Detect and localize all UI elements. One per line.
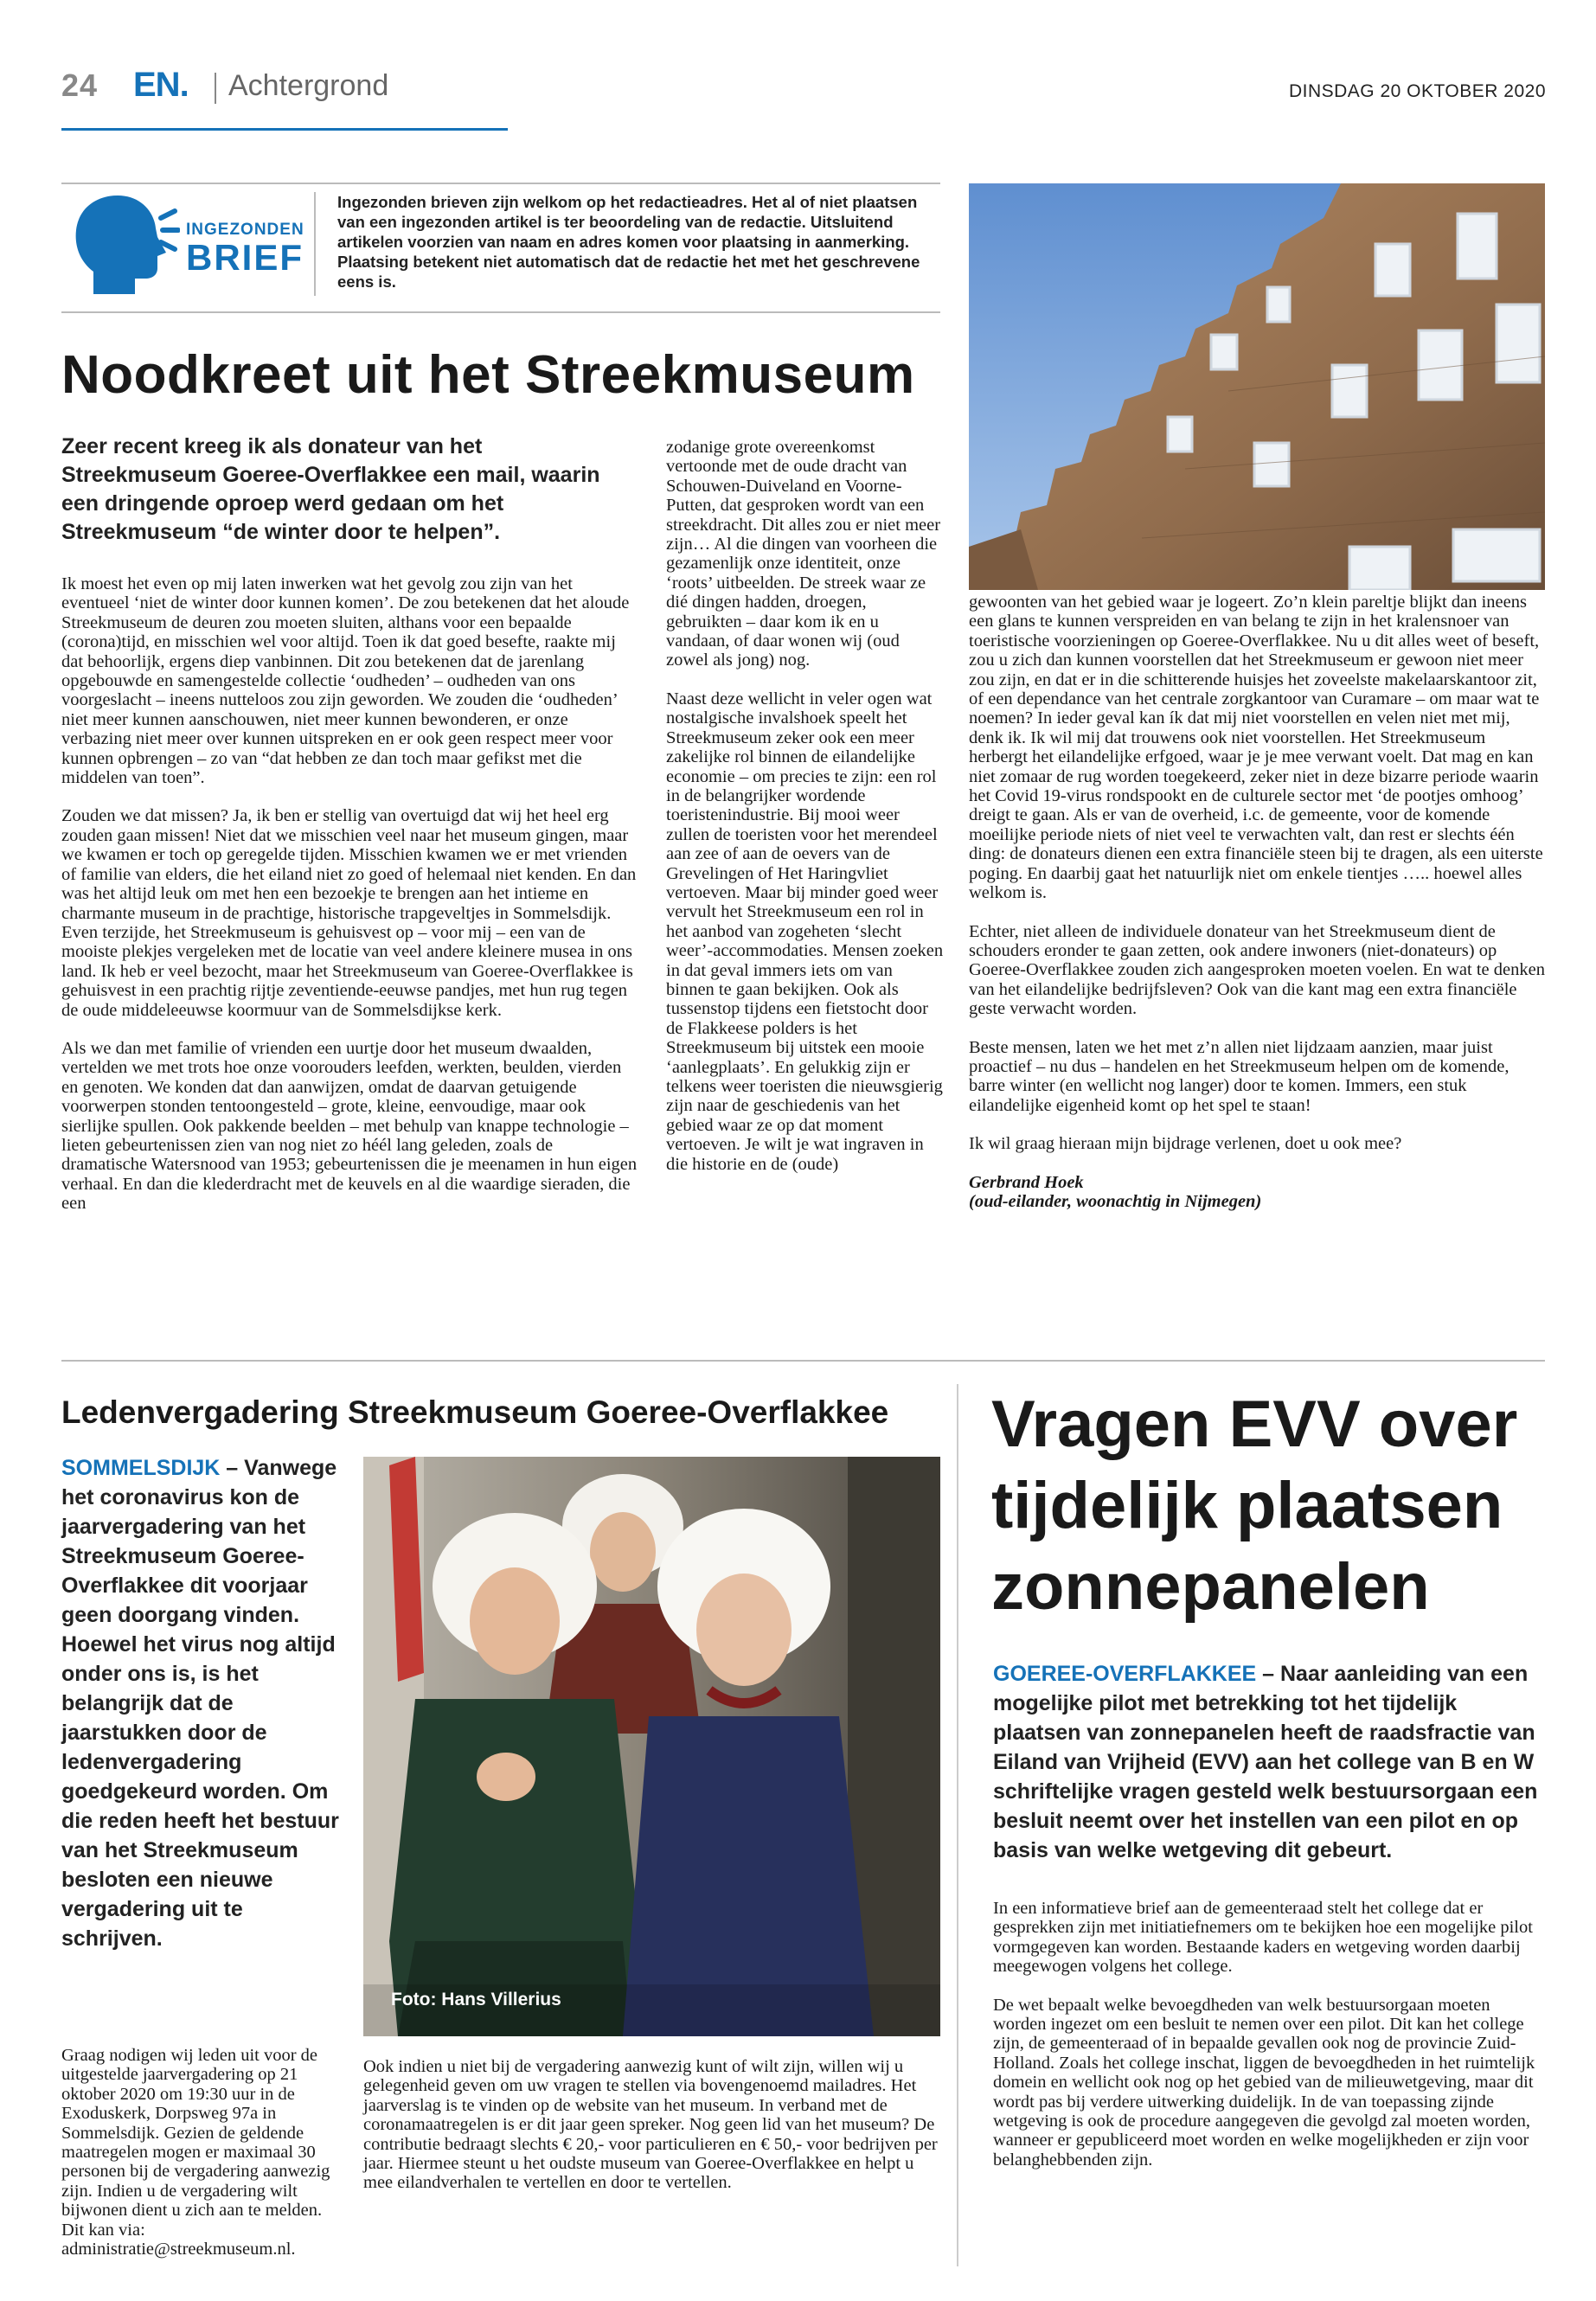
page-number: 24 [61, 67, 99, 103]
article1-paragraph: Als we dan met familie of vrienden een uurtje door het museum dwaalden, vertelden we met trots hoe onze voorouders leefden, werkten, beulden, vierden en genoten. We konden dat dan aanwijzen, omdat de daarvan getuigende voorwerpen stonden tentoongesteld – grote, kleine, eenvoudige, maar ook sierlijke spullen. Ook pakkende beelden – met behulp van knappe technologie – lieten gebeurtenissen zien van nog niet zo héél lang geleden, zoals de dramatische Watersnood van 1953; gebeurtenissen die je meenamen in hun eigen verhaal. En dan die klederdracht met de keuvels en al die waardige sieraden, die een [61, 1038, 638, 1214]
brief-label-top: INGEZONDEN [186, 221, 304, 239]
article3-body [993, 1899, 1547, 2189]
brief-disclaimer: Ingezonden brieven zijn welkom op het redactieadres. Het al of niet plaatsen van een ingezonden artikel is ter beoordeling van de redactie. Uitsluitend artikelen voorzien van naam en adres komen voor plaatsing in aanmerking. Plaatsing betekent niet automatisch dat de redactie het met het geschrevene eens is. [337, 193, 920, 291]
newspaper-logo: EN. [133, 66, 189, 104]
article1-column-1 [61, 574, 641, 1233]
article1-paragraph: Naast deze wellicht in veler ogen wat nostalgische invalshoek speelt het Streekmuseum zeker ook een meer zakelijke rol binnen de eilandelijke economie – om precies te zijn: een rol in de belangrijker wordende toeristenindustrie. Bij mooi weer zullen de toeristen voor het merendeel aan zee of aan de oevers van de Grevelingen of Het Haringvliet vertoeven. Maar bij minder goed weer vervult het Streekmuseum een rol in het aanbod van zogeheten ‘slecht weer’-accommodaties. Mensen zoeken in dat geval immers iets om van binnen te gaan bekijken. Ook als tussenstop tijdens een fietstocht door de Flakkeese polders is het Streekmuseum bij uitstek een mooie ‘aanlegplaats’. En gelukkig zijn er telkens weer toeristen die nieuwsgierig zijn naar de geschiedenis van het gebied waar ze op dat moment vertoeven. Je wilt je wat ingraven in die historie en de (oude) [666, 689, 944, 1174]
article1-column-3 [969, 593, 1545, 1211]
header-divider [215, 73, 216, 104]
section-separator [61, 1360, 1545, 1362]
article2-dateline: SOMMELSDIJK [61, 1456, 221, 1480]
article3-headline: Vragen EVV over tijdelijk plaatsen zonnepanelen [991, 1388, 1518, 1624]
brief-box-top-rule [61, 183, 940, 184]
brief-label-bottom: BRIEF [186, 237, 304, 278]
brief-box-divider [314, 192, 316, 296]
issue-date: DINSDAG 20 OKTOBER 2020 [1288, 81, 1546, 101]
article1-paragraph: gewoonten van het gebied waar je logeert. Zo’n klein pareltje blijkt dan ineens een glans te kunnen verspreiden en van belang te zijn in het kralensnoer van toeristische voorzieningen op Goeree-Overflakkee. Nu u dit alles weet of beseft, zou u zich dan kunnen voorstellen dat het Streekmuseum er gewoon niet meer zou zijn, en dat er in die schitterende huisjes het zoveelste makelaarskantoor zit, of een dependance van het centrale zorgkantoor van Curamare – om maar wat te noemen? In ieder geval kan ík dat mij niet voorstellen en velen niet met mij, denk ik. Ik wil mij dat trouwens ook niet voorstellen. Het Streekmuseum herbergt het eilandelijke erfgoed, waar je je mee verwant voelt. Dat mag en kan niet zomaar de rug worden toegekeerd, zeker niet in deze bizarre periode waarin het Covid 19-virus rondspookt en de culturele sector met ‘de pootjes omhoog’ dreigt te gaan. Als er van de overheid, i.c. de gemeente, voor de komende moeilijke periode niets of niet veel te verwachten valt, dan rest er slechts één ding: de donateurs dienen een extra financiële steen bij te dragen, als een uiterste poging. En daarbij gaat het natuurlijk niet om enkele tientjes ….. hoewel alles welkom is. [969, 593, 1543, 903]
article3-intro [993, 1659, 1547, 1865]
brief-box-bottom-rule [61, 311, 940, 313]
museum-building-photo [969, 183, 1545, 590]
article1-paragraph: Echter, niet alleen de individuele donateur van het Streekmuseum dient de schouders eronder te gaan zetten, ook andere inwoners (niet-donateurs) op Goeree-Overflakkee zouden zich aangesproken moeten voelen. En wat te denken van het eilandelijke bedrijfsleven? Ook van die kant mag een extra financiële geste verwacht worden. [969, 921, 1545, 1019]
article1-headline: Noodkreet uit het Streekmuseum [61, 345, 915, 405]
article1-paragraph: Ik moest het even op mij laten inwerken wat het gevolg zou zijn van het eventueel ‘niet de winter door kunnen komen’. De zou betekenen dat het aloude Streekmuseum de deuren zou moeten sluiten, althans voor een bepaalde (corona)tijd, en misschien wel voor altijd. Toen ik dat goed besefte, raakte mij dat behoorlijk, ergens diep vanbinnen. Dit zou betekenen dat de jarenlang opgebouwde en samengestelde collectie ‘oudheden’ – oudheden van ons voorgeslacht – ineens nutteloos zou zijn geworden. We zouden die ‘oudheden’ niet meer kunnen aanschouwen, niet meer kunnen bewonderen, er onze verbazing niet meer over kunnen uitspreken en er ook geen respect meer voor kunnen opbrengen – zo van “dat hebben ze dan toch maar gefikst met die middelen van toen”. [61, 574, 630, 788]
article3-paragraph: De wet bepaalt welke bevoegdheden van welk bestuursorgaan moeten worden ingezet om een besluit te nemen over een pilot. Dit kan het college zijn, de gemeenteraad of in bepaalde gevallen ook nog de provincie Zuid-Holland. Zoals het college inschat, liggen de bevoegdheden in het ruimtelijk domein en wellicht ook nog op het gebied van de milieuwetgeving, maar dit wordt pas bij verdere uitwerking duidelijk. In de van toepassing zijnde wetgeving is ook de procedure aangegeven die gevolgd zal moeten worden, wanneer er gepubliceerd moet worden en welke mogelijkheden er zijn voor belanghebbenden zijn. [993, 1995, 1535, 2170]
photo-credit: Foto: Hans Villerius [391, 1990, 561, 2009]
article2-column-1: Graag nodigen wij leden uit voor de uitgestelde jaarvergadering op 21 oktober 2020 om 19:30 uur in de Exoduskerk, Dorpsweg 97a in Sommelsdijk. Gezien de geldende maatregelen mogen er maximaal 30 personen bij de vergadering aanwezig zijn. Indien u de vergadering wilt bijwonen dient u zich aan te melden. Dit kan via: administratie@streekmuseum.nl. [61, 2046, 330, 2259]
article2-column-2: Ook indien u niet bij de vergadering aanwezig kunt of wilt zijn, willen wij u gelegenheid geven om uw vragen te stellen via bovengenoemd mailadres. Het jaarverslag is te vinden op de website van het museum. In verband met de coronamaatregelen is er dit jaar geen spreker. Nog geen lid van het museum? De contributie bedraagt slechts € 20,- voor particulieren en € 50,- voor bedrijven per jaar. Hiermee steunt u het oudste museum van Goeree-Overflakkee en helpt u mee eilandverhalen te vertellen en door te vertellen. [363, 2057, 938, 2193]
speaking-head-icon [67, 192, 180, 296]
author-note: (oud-eilander, woonachtig in Nijmegen) [969, 1191, 1262, 1211]
article2-headline: Ledenvergadering Streekmuseum Goeree-Overflakkee [61, 1394, 889, 1430]
article1-paragraph: Ik wil graag hieraan mijn bijdrage verlenen, doet u ook mee? [969, 1134, 1402, 1154]
header-rule [61, 128, 508, 131]
article1-paragraph: zodanige grote overeenkomst vertoonde met de oude dracht van Schouwen-Duiveland en Voorne-Putten, dat gesproken wordt van een streekdracht. Dit alles zou er niet meer zijn… Al die dingen van voorheen die gezamenlijk onze identiteit, onze ‘roots’ uitbeelden. De streek waar ze dié dingen hadden, droegen, gebruikten – daar kom ik en u vandaan, of daar wonen wij (oud zowel als jong) nog. [666, 438, 941, 670]
article3-intro-text: – Naar aanleiding van een mogelijke pilot met betrekking tot het tijdelijk plaatsen van zonnepanelen heeft de raadsfractie van Eiland van Vrijheid (EVV) aan het college van B en W schriftelijke vragen gesteld welk bestuursorgaan een besluit neemt over het instellen van een pilot en op basis van welke wetgeving dit gebeurt. [993, 1662, 1538, 1862]
section-title: Achtergrond [228, 69, 389, 102]
article2-intro [61, 1453, 347, 1953]
article1-paragraph: Zouden we dat missen? Ja, ik ben er stellig van overtuigd dat wij het heel erg zouden gaan missen! Niet dat we misschien veel naar het museum gingen, maar we kwamen er toch op geregelde tijden. Misschien kwamen we er met vrienden of familie van elders, die het eiland niet zo goed of helemaal niet kenden. En dan was het altijd leuk om met hen een bezoekje te brengen aan het intieme en charmante museum in de prachtige, historische trapgeveltjes in Sommelsdijk. Even terzijde, het Streekmuseum is gehuisvest op – voor mij – een van de mooiste plekjes vergeleken met de locatie van veel andere kleinere musea in ons land. Ik heb er veel bezocht, maar het Streekmuseum van Goeree-Overflakkee is gehuisvest in een prachtig rijtje zeventiende-eeuwse pandjes, met hun rug tegen de oude middeleeuwse koormuur van de Sommelsdijkse kerk. [61, 806, 637, 1020]
column-separator [957, 1384, 958, 2266]
article3-paragraph: In een informatieve brief aan de gemeenteraad stelt het college dat er gesprekken zijn met initiatiefnemers om te bekijken hoe een mogelijke pilot vormgegeven kan worden. Bestaande kaders en wetgeving worden daarbij meegewogen volgens het college. [993, 1899, 1533, 1977]
article3-dateline: GOEREE-OVERFLAKKEE [993, 1662, 1257, 1686]
article2-intro-text: – Vanwege het coronavirus kon de jaarvergadering van het Streekmuseum Goeree-Overflakkee dit voorjaar geen doorgang vinden. Hoewel het virus nog altijd onder ons is, is het belangrijk dat de jaarstukken door de ledenvergadering goedgekeurd worden. Om die reden heeft het bestuur van het Streekmuseum besloten een nieuwe vergadering uit te schrijven. [61, 1456, 339, 1951]
author-name: Gerbrand Hoek [969, 1172, 1084, 1192]
article1-column-2 [666, 438, 945, 1193]
article1-intro: Zeer recent kreeg ik als donateur van het Streekmuseum Goeree-Overflakkee een mail, waarin een dringende oproep werd gedaan om het Streekmuseum “de winter door te helpen”. [61, 434, 600, 544]
costume-women-photo [363, 1457, 940, 2036]
article1-paragraph: Beste mensen, laten we het met z’n allen niet lijdzaam aanzien, maar juist proactief – nu dus – handelen en het Streekmuseum helpen om de komende, barre winter (en wellicht nog langer) door te komen. Immers, een stuk eilandelijke eigenheid komt op het spel te staan! [969, 1037, 1509, 1115]
